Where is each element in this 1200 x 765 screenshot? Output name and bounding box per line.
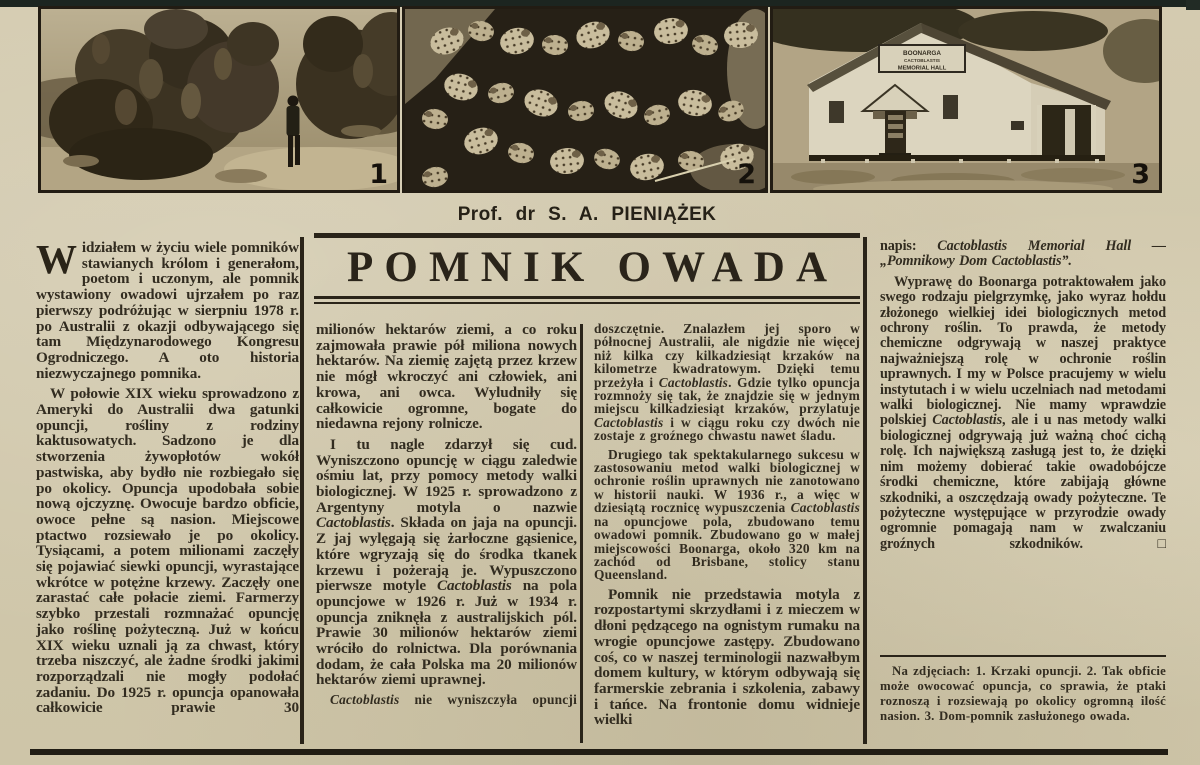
paragraph	[316, 437, 577, 688]
text-segment: I tu nagle zdarzył się cud. Wyniszczono opuncję w ciągu zaledwie ośmiu lat, przy pomocy metody walki biologicznej. W 1925 r. sprowadzono z Argentyny motyla o nazwie	[316, 435, 577, 516]
species-name: Cactoblastis	[330, 692, 400, 708]
text-segment: na opuncjowe pola, zbudowano temu owadowi pomnik. Zbudowano go w małej miejscowości Boonarga, około 320 km na zachód od Brisbane, stolicy stanu Queensland.	[594, 513, 860, 583]
title-rule-top	[314, 233, 860, 238]
text-segment: Na zdjęciach: 1. Krzaki opuncji. 2. Tak obficie może owocować opuncja, co sprawia, że ptaki roznoszą i rozsiewają po okolicy ogromną ilość nasion. 3. Dom-pomnik zasłużonego owada.	[880, 664, 1166, 723]
paragraph	[880, 275, 1166, 552]
species-name: Cactoblastis	[436, 577, 512, 595]
text-segment: na pola opuncjowe w 1926 r. Już w 1934 r. opuncja zniknęła z australijskich pól. Prawie 30 milionów hektarów ziemi wróciło do rolnictwa. Dla porównania dodam, że cała Polska ma 20 milionów hektarów ziemi uprawnej.	[316, 577, 577, 689]
photo-number-1: 1	[369, 159, 388, 190]
species-name: — „Pomnikowy Dom Cactoblastis”.	[880, 239, 1166, 270]
text-segment: i w ciągu roku czy dwóch nie zostaje z groźnego chwastu nawet śladu.	[594, 414, 860, 444]
text-segment: . Składa on jaja na opuncji. Z jaj wylęgają się żarłoczne gąsienice, które wgryzają się do środka tkanek krzewu i pożerają je. Wypuszczono pierwsze motyle	[316, 514, 577, 595]
text-segment: napis:	[880, 239, 938, 254]
text-segment: Drugiego tak spektakularnego sukcesu w zastosowaniu metod walki biologicznej w ochronie roślin uprawnych nie zanotowano w historii nauki. W 1936 r., a więc w dziesiątą rocznicę wypuszczenia	[594, 446, 860, 516]
paragraph	[880, 239, 1166, 270]
photo-number-2: 2	[737, 159, 756, 190]
opuntia-fruits-illustration	[405, 9, 765, 190]
text-segment: . Gdzie tylko opuncja rozmnoży się tak, że znajdzie się w jednym miejscu kilkadziesiąt krzaków, przylatuje	[594, 374, 860, 417]
paragraph	[594, 322, 860, 443]
drop-cap: W	[36, 240, 77, 282]
bottom-rule	[30, 749, 1168, 755]
hall-sign-line3: MEMORIAL HALL	[897, 65, 947, 72]
species-name: Cactoblastis	[594, 414, 664, 430]
paragraph	[594, 587, 860, 728]
species-name: Cactoblastis	[932, 412, 1003, 429]
author-line: Prof. dr S. A. PIENIĄŻEK	[457, 204, 717, 225]
text-column-4	[880, 239, 1166, 653]
text-column-2	[316, 322, 577, 743]
column-divider-3	[863, 237, 867, 744]
text-segment: idziałem w życiu wiele pomników stawianych królom i generałom, poetom i uczonym, ale pomnik wystawiony owadowi ujrzałem po raz pierwszy podróżując w sierpniu 1978 r. po Australii z okazji odbywającego się tam Międzynarodowego Kongresu Ogrodniczego. A oto historia niezwyczajnego pomnika.	[36, 240, 299, 382]
paragraph	[36, 386, 299, 716]
memorial-hall-illustration	[773, 9, 1159, 190]
photo-number-3: 3	[1131, 159, 1150, 190]
text-segment: doszczętnie. Znalazłem jej sporo w północnej Australii, ale nigdzie nie więcej niż kilka czy kilkadziesiąt krzaków na kilometrze kwadratowym. Dzięki temu przeżyła i	[594, 322, 860, 390]
paragraph	[36, 240, 299, 381]
text-column-1	[36, 240, 299, 745]
paragraph	[316, 322, 577, 432]
title-block	[314, 233, 860, 304]
species-name: Cactoblastis Memorial Hall	[937, 239, 1132, 254]
text-segment: Pomnik nie przedstawia motyla z rozpostartymi skrzydłami i z mieczem w dłoni pędzącego na ognistym rumaku na wrogie opuncjowe zastępy. Zbudowano coś, co w naszej terminologii nazwałbym domem kultury, w którym odbywają się farmerskie zebrania i szkolenia, zabawy i tańce. Na frontonie domu widnieje wielki	[594, 585, 860, 729]
title-rule-bottom	[314, 296, 860, 304]
column-divider-1	[300, 237, 304, 744]
photo-memorial-hall	[770, 6, 1162, 193]
paragraph	[594, 448, 860, 582]
photo-caption-block	[880, 655, 1166, 759]
paragraph	[316, 693, 577, 706]
text-segment: , ale i u nas metody walki biologicznej odgrywają już ważną choć cichą rolę. Ich największą zasługą jest to, że dzięki nim możemy dobierać takie owadobójcze środki chemiczne, które zabijają główne szkodniki, a oszczędzają owady pożyteczne. Te pożyteczne występujące w przyrodzie owady ogromnie pomagają nam w zwalczaniu groźnych szkodników. □	[880, 412, 1166, 552]
species-name: Cactoblastis	[658, 374, 729, 390]
species-name: Cactoblastis	[316, 514, 391, 532]
article-title: POMNIK OWADA	[346, 244, 839, 291]
photo-opuntia-thicket	[38, 6, 400, 193]
opuntia-thicket-illustration	[41, 9, 397, 190]
hall-sign-line2: CACTOBLASTIS	[904, 58, 940, 63]
text-segment: W połowie XIX wieku sprowadzono z Ameryki do Australii dwa gatunki opuncji, rośliny z rodziny kaktusowatych. Sadzono je dla stworzenia żywopłotów wokół pastwiska, aby bydło nie rozbiegało się po okolicy. Opuncja upodobała sobie nową ojczyznę. Owocuje bardzo obficie, owoce pełne są nasion. Miejscowe ptactwo rozsiewało je po okolicy. Tysiącami, a potem milionami zaczęły się pojawiać siewki opuncji, wyrastające wkrótce w potężne krzewy. Zaczęły one zarastać całe połacie ziemi. Farmerzy szybko przestali rozmnażać opuncję jako roślinę pożyteczną. Już w końcu XIX wieku uznali ją za chwast, który trzeba niszczyć, ale żadne środki jakimi rozporządzali nie mogły podołać zadaniu. Do 1925 r. opuncja opanowała całkowicie prawie 30	[36, 385, 299, 717]
text-segment: Wyprawę do Boonarga potraktowałem jako swego rodzaju pielgrzymkę, jako wyraz hołdu złożonego wielkiej idei biologicznych metod ochrony roślin. To prawda, że metody chemiczne odgrywają w naszej praktyce najważniejszą rolę w ochronie roślin uprawnych. I my w Polsce pracujemy w wielu instytutach i w wielu uczelniach nad metodami walki biologicznej. Nie mamy wprawdzie polskiej	[880, 273, 1166, 429]
column-divider-2	[580, 324, 583, 743]
scan-edge-corner	[1186, 0, 1200, 10]
text-segment: milionów hektarów ziemi, a co roku zajmowała prawie pół miliona nowych hektarów. Na ziemię zajętą przez krzew nie mógł wkroczyć ani człowiek, ani krowa, ani owca. Wyludniły się całkowicie ogromne, bogate do niedawna rejony rolnicze.	[316, 322, 577, 433]
species-name: Cactoblastis	[790, 500, 860, 516]
photo-opuntia-fruits	[402, 6, 768, 193]
paragraph	[880, 664, 1166, 724]
hall-sign-line1: BOONARGA	[903, 50, 941, 57]
text-column-3	[594, 322, 860, 743]
hall-sign	[879, 45, 965, 72]
text-segment: nie wyniszczyła opuncji	[399, 692, 577, 708]
